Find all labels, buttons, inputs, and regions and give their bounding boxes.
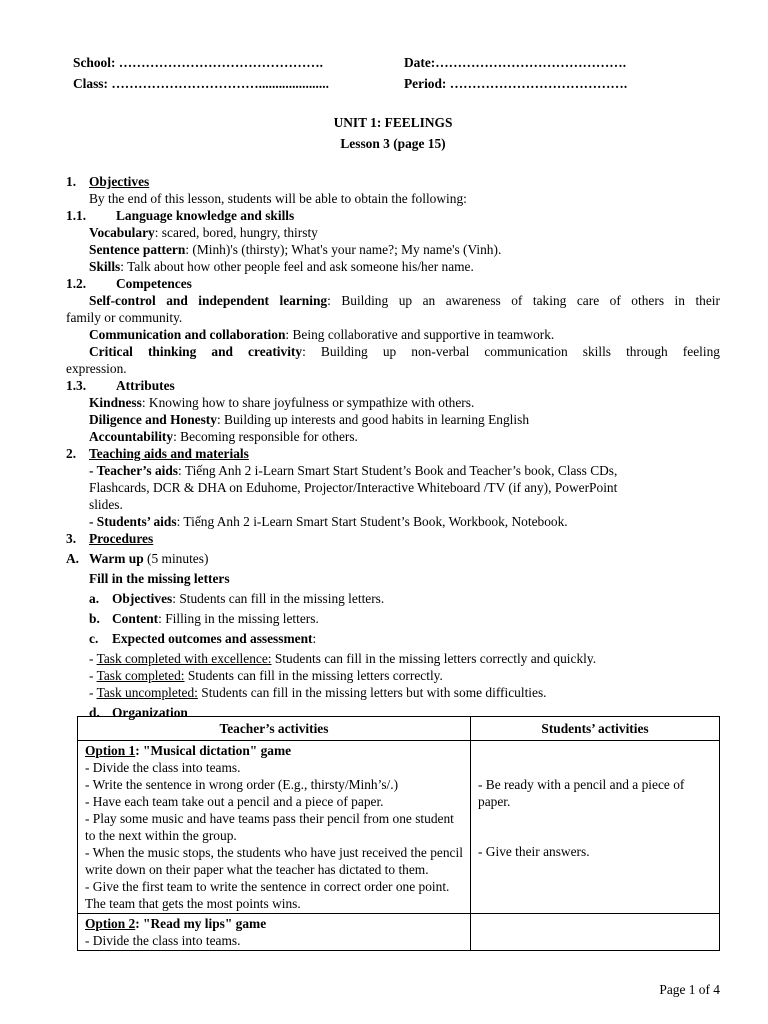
table-row — [78, 914, 720, 951]
outcome-completed: - Task completed: Students can fill in the missing letters correctly. — [89, 668, 443, 683]
class-field: Class: ……………………………..................... — [73, 76, 329, 91]
title-block — [0, 114, 768, 156]
warmup-activity: Fill in the missing letters — [89, 571, 230, 586]
critical-thinking-line: Critical thinking and creativity: Building up non-verbal communication skills through feeling — [89, 344, 720, 359]
accountability-line: Accountability: Becoming responsible for others. — [89, 429, 358, 444]
teacher-aids-line-2: Flashcards, DCR & DHA on Eduhome, Projector/Interactive Whiteboard /TV (if any), PowerPoint — [89, 480, 618, 495]
warmup-heading: A. Warm up (5 minutes) — [66, 551, 209, 566]
diligence-line: Diligence and Honesty: Building up interests and good habits in learning English — [89, 412, 530, 427]
students-step-ready: - Be ready with a pencil and a piece of paper. — [478, 777, 685, 809]
objectives-heading: 1. Objectives — [66, 174, 150, 189]
warmup-outcomes: c. Expected outcomes and assessment: — [89, 631, 317, 646]
self-control-line-2: family or community. — [66, 310, 183, 325]
teacher-aids-line: - Teacher’s aids: Tiếng Anh 2 i-Learn Smart Start Student’s Book and Teacher’s book, Class CDs, — [89, 463, 618, 478]
teacher-aids-line-3: slides. — [89, 497, 123, 512]
option-1-students-cell — [471, 741, 720, 914]
outcome-excellence: - Task completed with excellence: Students can fill in the missing letters correctly and quickly. — [89, 651, 597, 666]
teacher-step: - Give the first team to write the sentence in correct order one point. The team that gets the most points wins. — [85, 879, 450, 911]
skills-line: Skills: Talk about how other people feel and ask someone his/her name. — [89, 259, 474, 274]
option-2-teacher-cell — [78, 914, 471, 951]
school-field: School: ………………………………………. — [73, 55, 323, 70]
teacher-step: - Write the sentence in wrong order (E.g., thirsty/Minh’s/.) — [85, 777, 399, 792]
period-field: Period: …………………………………. — [404, 76, 628, 91]
self-control-line: Self-control and independent learning: Building up an awareness of taking care of others in their — [89, 293, 720, 308]
header-block — [73, 54, 713, 96]
students-activities-header: Students’ activities — [471, 717, 720, 741]
option-2-title: : "Read my lips" game — [135, 916, 267, 931]
page-number: Page 1 of 4 — [659, 982, 720, 997]
lesson-body — [66, 173, 720, 721]
teacher-step: - Play some music and have teams pass their pencil from one student to the next within the group. — [85, 811, 454, 843]
vocabulary-line: Vocabulary: scared, bored, hungry, thirsty — [89, 225, 318, 240]
teacher-step: - Divide the class into teams. — [85, 933, 241, 948]
students-aids-line: - Students’ aids: Tiếng Anh 2 i-Learn Smart Start Student’s Book, Workbook, Notebook. — [89, 514, 568, 529]
option-2-label: Option 2 — [85, 916, 136, 931]
teacher-step: - Divide the class into teams. — [85, 760, 241, 775]
table-row — [78, 741, 720, 914]
procedures-heading: 3. Procedures — [66, 531, 154, 546]
unit-title: UNIT 1: FEELINGS — [333, 115, 453, 130]
warmup-organization: d. Organization — [89, 705, 188, 720]
option-1-label: Option 1 — [85, 743, 136, 758]
kindness-line: Kindness: Knowing how to share joyfulness or sympathize with others. — [89, 395, 475, 410]
warmup-content: b. Content: Filling in the missing letters. — [89, 611, 319, 626]
teacher-activities-header: Teacher’s activities — [78, 717, 471, 741]
communication-line: Communication and collaboration: Being collaborative and supportive in teamwork. — [89, 327, 555, 342]
lesson-title: Lesson 3 (page 15) — [340, 136, 446, 151]
section-1-3-heading: 1.3. Attributes — [66, 378, 175, 393]
objectives-intro: By the end of this lesson, students will be able to obtain the following: — [89, 191, 467, 206]
critical-thinking-line-2: expression. — [66, 361, 127, 376]
sentence-pattern-line: Sentence pattern: (Minh)'s (thirsty); What's your name?; My name's (Vinh). — [89, 242, 502, 257]
teacher-step: - Have each team take out a pencil and a piece of paper. — [85, 794, 384, 809]
aids-heading: 2. Teaching aids and materials — [66, 446, 249, 461]
students-step-answers: - Give their answers. — [478, 844, 590, 859]
teacher-step: - When the music stops, the students who have just received the pencil write down on their paper what the teacher has dictated to them. — [85, 845, 463, 877]
option-1-title: : "Musical dictation" game — [135, 743, 292, 758]
warmup-objectives: a. Objectives: Students can fill in the missing letters. — [89, 591, 385, 606]
option-1-teacher-cell — [78, 741, 471, 914]
section-1-1-heading: 1.1. Language knowledge and skills — [66, 208, 295, 223]
option-2-students-cell — [471, 914, 720, 951]
date-field: Date:……………………………………. — [404, 55, 627, 70]
table-header-row — [78, 717, 720, 741]
organization-table — [77, 716, 720, 951]
outcome-uncompleted: - Task uncompleted: Students can fill in the missing letters but with some difficulties. — [89, 685, 547, 700]
section-1-2-heading: 1.2. Competences — [66, 276, 192, 291]
